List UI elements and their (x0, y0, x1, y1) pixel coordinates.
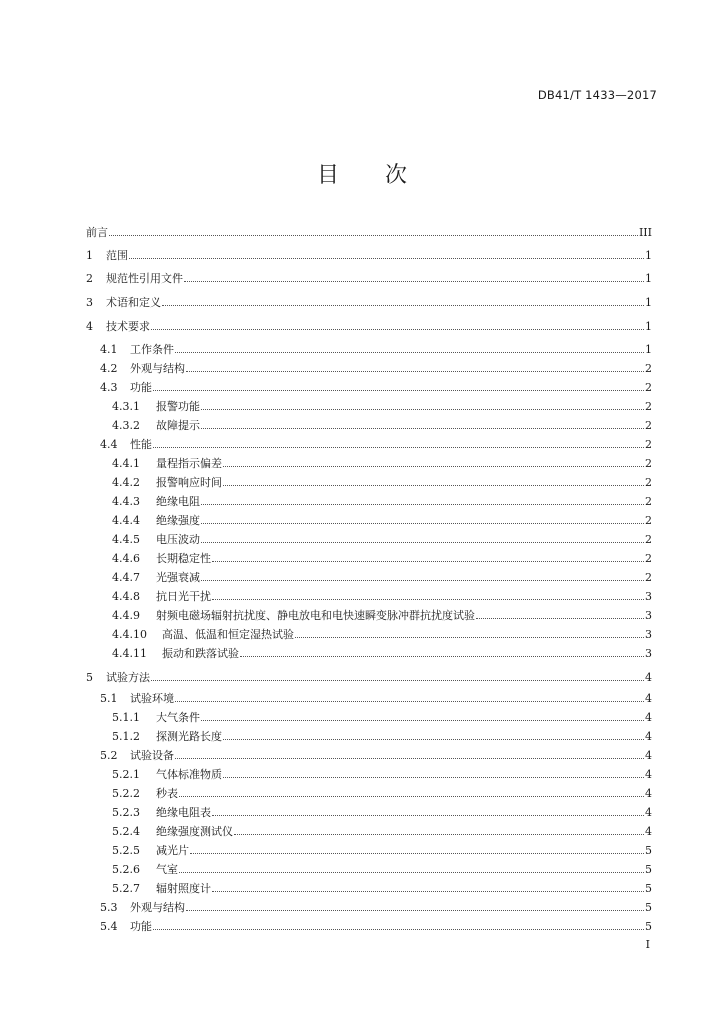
toc-leader-dots (223, 776, 644, 778)
toc-leader-dots (162, 304, 644, 306)
toc-entry-number: 5 (86, 671, 93, 684)
toc-entry-number: 5.2.6 (112, 863, 140, 876)
toc-entry-label: 绝缘电阻表 (156, 806, 211, 819)
toc-leader-dots (201, 541, 644, 543)
toc-entry-label: 量程指示偏差 (156, 457, 222, 470)
toc-entry[interactable] (86, 838, 652, 857)
toc-entry-number: 5.2.5 (112, 844, 140, 857)
toc-entry-number: 4.4.7 (112, 571, 140, 584)
toc-entry[interactable] (86, 220, 652, 239)
document-code: DB41/T 1433—2017 (537, 88, 657, 102)
toc-entry[interactable] (86, 413, 652, 432)
toc-entry-number: 5.2.7 (112, 882, 140, 895)
toc-entry-number: 4.4 (100, 438, 118, 451)
toc-entry[interactable] (86, 876, 652, 895)
toc-entry-number: 4.4.1 (112, 457, 140, 470)
toc-entry-label: 报警功能 (156, 400, 200, 413)
toc-leader-dots (186, 370, 644, 372)
toc-entry-number: 4.3.1 (112, 400, 140, 413)
toc-leader-dots (476, 617, 644, 619)
toc-entry-label: 绝缘强度 (156, 514, 200, 527)
toc-entry-page: 4 (645, 825, 652, 838)
toc-entry[interactable] (86, 527, 652, 546)
page-number: I (645, 938, 650, 951)
toc-entry-page: 2 (645, 457, 652, 470)
toc-entry-number: 5.1.2 (112, 730, 140, 743)
toc-entry-number: 4.2 (100, 362, 118, 375)
title-char-right: 次 (385, 163, 408, 188)
toc-entry-page: 4 (645, 768, 652, 781)
toc-entry-label: 技术要求 (106, 320, 150, 333)
toc-entry[interactable] (86, 743, 652, 762)
toc-entry-number: 5.2.4 (112, 825, 140, 838)
toc-entry-label: 减光片 (156, 844, 189, 857)
toc-entry[interactable] (86, 337, 652, 356)
toc-entry-label: 试验设备 (130, 749, 174, 762)
toc-entry-number: 5.1 (100, 692, 118, 705)
toc-leader-dots (223, 484, 644, 486)
toc-leader-dots (153, 446, 644, 448)
toc-entry[interactable] (86, 489, 652, 508)
toc-entry-number: 5.4 (100, 920, 118, 933)
toc-entry-page: 2 (645, 476, 652, 489)
toc-entry[interactable] (86, 432, 652, 451)
toc-entry[interactable] (86, 314, 652, 333)
toc-entry-number: 4.4.8 (112, 590, 140, 603)
toc-entry-number: 4.4.10 (112, 628, 147, 641)
toc-entry-page: 5 (645, 901, 652, 914)
toc-entry-label: 绝缘电阻 (156, 495, 200, 508)
toc-entry-number: 4.4.6 (112, 552, 140, 565)
toc-entry-page: 5 (645, 844, 652, 857)
toc-entry[interactable] (86, 686, 652, 705)
toc-entry-page: 2 (645, 419, 652, 432)
toc-leader-dots (175, 351, 644, 353)
toc-entry-label: 长期稳定性 (156, 552, 211, 565)
toc-entry-label: 报警响应时间 (156, 476, 222, 489)
toc-entry-number: 5.3 (100, 901, 118, 914)
toc-entry-number: 5.2 (100, 749, 118, 762)
toc-entry[interactable] (86, 394, 652, 413)
toc-entry-page: 2 (645, 571, 652, 584)
toc-entry[interactable] (86, 800, 652, 819)
toc-entry-page: 4 (645, 730, 652, 743)
toc-leader-dots (212, 598, 644, 600)
toc-leader-dots (201, 522, 644, 524)
toc-leader-dots (201, 408, 644, 410)
toc-entry-number: 4.1 (100, 343, 118, 356)
toc-entry-page: 2 (645, 552, 652, 565)
toc-entry[interactable] (86, 266, 652, 285)
toc-entry-page: 1 (645, 249, 652, 262)
toc-entry-number: 5.2.1 (112, 768, 140, 781)
toc-leader-dots (151, 679, 644, 681)
toc-entry-page: 2 (645, 381, 652, 394)
toc-entry-page: 3 (645, 590, 652, 603)
toc-entry-label: 电压波动 (156, 533, 200, 546)
toc-entry-page: 1 (645, 296, 652, 309)
toc-entry[interactable] (86, 857, 652, 876)
toc-entry-page: III (638, 226, 652, 239)
toc-leader-dots (175, 757, 644, 759)
toc-entry-page: 4 (645, 749, 652, 762)
toc-entry[interactable] (86, 603, 652, 622)
toc-leader-dots (212, 814, 644, 816)
toc-entry-page: 5 (645, 882, 652, 895)
toc-entry-page: 3 (645, 647, 652, 660)
toc-entry-label: 光强衰减 (156, 571, 200, 584)
toc-entry[interactable] (86, 705, 652, 724)
toc-entry-label: 绝缘强度测试仪 (156, 825, 233, 838)
toc-leader-dots (201, 427, 644, 429)
toc-leader-dots (201, 503, 644, 505)
toc-leader-dots (179, 871, 644, 873)
toc-entry[interactable] (86, 470, 652, 489)
toc-leader-dots (179, 795, 644, 797)
toc-entry-number: 4.4.3 (112, 495, 140, 508)
toc-leader-dots (175, 700, 644, 702)
toc-leader-dots (186, 909, 644, 911)
toc-leader-dots (201, 719, 644, 721)
toc-entry-number: 4.4.4 (112, 514, 140, 527)
toc-entry-label: 气室 (156, 863, 178, 876)
toc-leader-dots (212, 560, 644, 562)
toc-leader-dots (190, 852, 644, 854)
toc-entry-page: 4 (645, 692, 652, 705)
toc-entry-number: 4.3 (100, 381, 118, 394)
toc-entry-number: 2 (86, 272, 93, 285)
toc-entry-label: 探测光路长度 (156, 730, 222, 743)
toc-entry[interactable] (86, 356, 652, 375)
toc-entry-label: 外观与结构 (130, 901, 185, 914)
toc-leader-dots (223, 738, 644, 740)
toc-entry-label: 高温、低温和恒定湿热试验 (162, 628, 294, 641)
toc-entry[interactable] (86, 665, 652, 684)
toc-entry-number: 5.2.3 (112, 806, 140, 819)
toc-entry-page: 4 (645, 711, 652, 724)
toc-entry[interactable] (86, 375, 652, 394)
toc-entry-number: 1 (86, 249, 93, 262)
toc-leader-dots (295, 636, 644, 638)
toc-entry-page: 3 (645, 628, 652, 641)
toc-entry-page: 3 (645, 609, 652, 622)
toc-leader-dots (234, 833, 644, 835)
title-char-left: 目 (316, 163, 339, 188)
toc-entry-label: 规范性引用文件 (106, 272, 183, 285)
toc-leader-dots (129, 257, 644, 259)
toc-entry-label: 试验方法 (106, 671, 150, 684)
toc-entry-page: 5 (645, 920, 652, 933)
toc-entry-label: 性能 (130, 438, 152, 451)
toc-entry-number: 4.4.11 (112, 647, 147, 660)
toc-leader-dots (212, 890, 644, 892)
toc-entry[interactable] (86, 508, 652, 527)
toc-entry-label: 抗日光干扰 (156, 590, 211, 603)
toc-entry-page: 5 (645, 863, 652, 876)
toc-entry-label: 秒表 (156, 787, 178, 800)
toc-entry-label: 功能 (130, 381, 152, 394)
toc-entry-number: 4.4.5 (112, 533, 140, 546)
toc-leader-dots (151, 328, 644, 330)
toc-entry-label: 试验环境 (130, 692, 174, 705)
toc-entry[interactable] (86, 724, 652, 743)
toc-entry-label: 功能 (130, 920, 152, 933)
toc-entry[interactable] (86, 914, 652, 933)
toc-entry-page: 1 (645, 320, 652, 333)
toc-entry-number: 4.3.2 (112, 419, 140, 432)
toc-entry-page: 1 (645, 272, 652, 285)
toc-entry-label: 气体标准物质 (156, 768, 222, 781)
toc-entry[interactable] (86, 895, 652, 914)
toc-entry-label: 振动和跌落试验 (162, 647, 239, 660)
toc-leader-dots (153, 928, 644, 930)
toc-entry-page: 1 (645, 343, 652, 356)
toc-leader-dots (184, 280, 644, 282)
toc-entry[interactable] (86, 584, 652, 603)
toc-entry-label: 故障提示 (156, 419, 200, 432)
toc-entry-page: 2 (645, 533, 652, 546)
toc-entry-page: 4 (645, 787, 652, 800)
toc-leader-dots (153, 389, 644, 391)
toc-entry-label: 辐射照度计 (156, 882, 211, 895)
toc-entry-page: 2 (645, 438, 652, 451)
toc-entry-label: 射频电磁场辐射抗扰度、静电放电和电快速瞬变脉冲群抗扰度试验 (156, 609, 475, 622)
toc-entry-page: 2 (645, 362, 652, 375)
toc-entry[interactable] (86, 781, 652, 800)
toc-entry-page: 2 (645, 514, 652, 527)
toc-entry[interactable] (86, 546, 652, 565)
toc-leader-dots (240, 655, 644, 657)
toc-entry-label: 大气条件 (156, 711, 200, 724)
toc-entry-number: 4.4.9 (112, 609, 140, 622)
toc-entry-number: 5.2.2 (112, 787, 140, 800)
page-title (0, 158, 724, 189)
toc-leader-dots (109, 234, 638, 236)
toc-entry-number: 3 (86, 296, 93, 309)
toc-entry-label: 术语和定义 (106, 296, 161, 309)
toc-entry[interactable] (86, 762, 652, 781)
toc-entry[interactable] (86, 565, 652, 584)
toc-leader-dots (223, 465, 644, 467)
toc-entry[interactable] (86, 290, 652, 309)
toc-entry-page: 2 (645, 400, 652, 413)
toc-entry-page: 4 (645, 806, 652, 819)
toc-entry-label: 外观与结构 (130, 362, 185, 375)
toc-entry-number: 5.1.1 (112, 711, 140, 724)
toc-entry-number: 4.4.2 (112, 476, 140, 489)
toc-entry-label: 前言 (86, 226, 108, 239)
toc-entry-number: 4 (86, 320, 93, 333)
toc-entry-label: 工作条件 (130, 343, 174, 356)
toc-entry-page: 4 (645, 671, 652, 684)
toc-entry-page: 2 (645, 495, 652, 508)
toc-entry[interactable] (86, 243, 652, 262)
toc-entry[interactable] (86, 819, 652, 838)
toc-entry-label: 范围 (106, 249, 128, 262)
toc-entry[interactable] (86, 622, 652, 641)
toc-leader-dots (201, 579, 644, 581)
toc-entry[interactable] (86, 641, 652, 660)
toc-entry[interactable] (86, 451, 652, 470)
